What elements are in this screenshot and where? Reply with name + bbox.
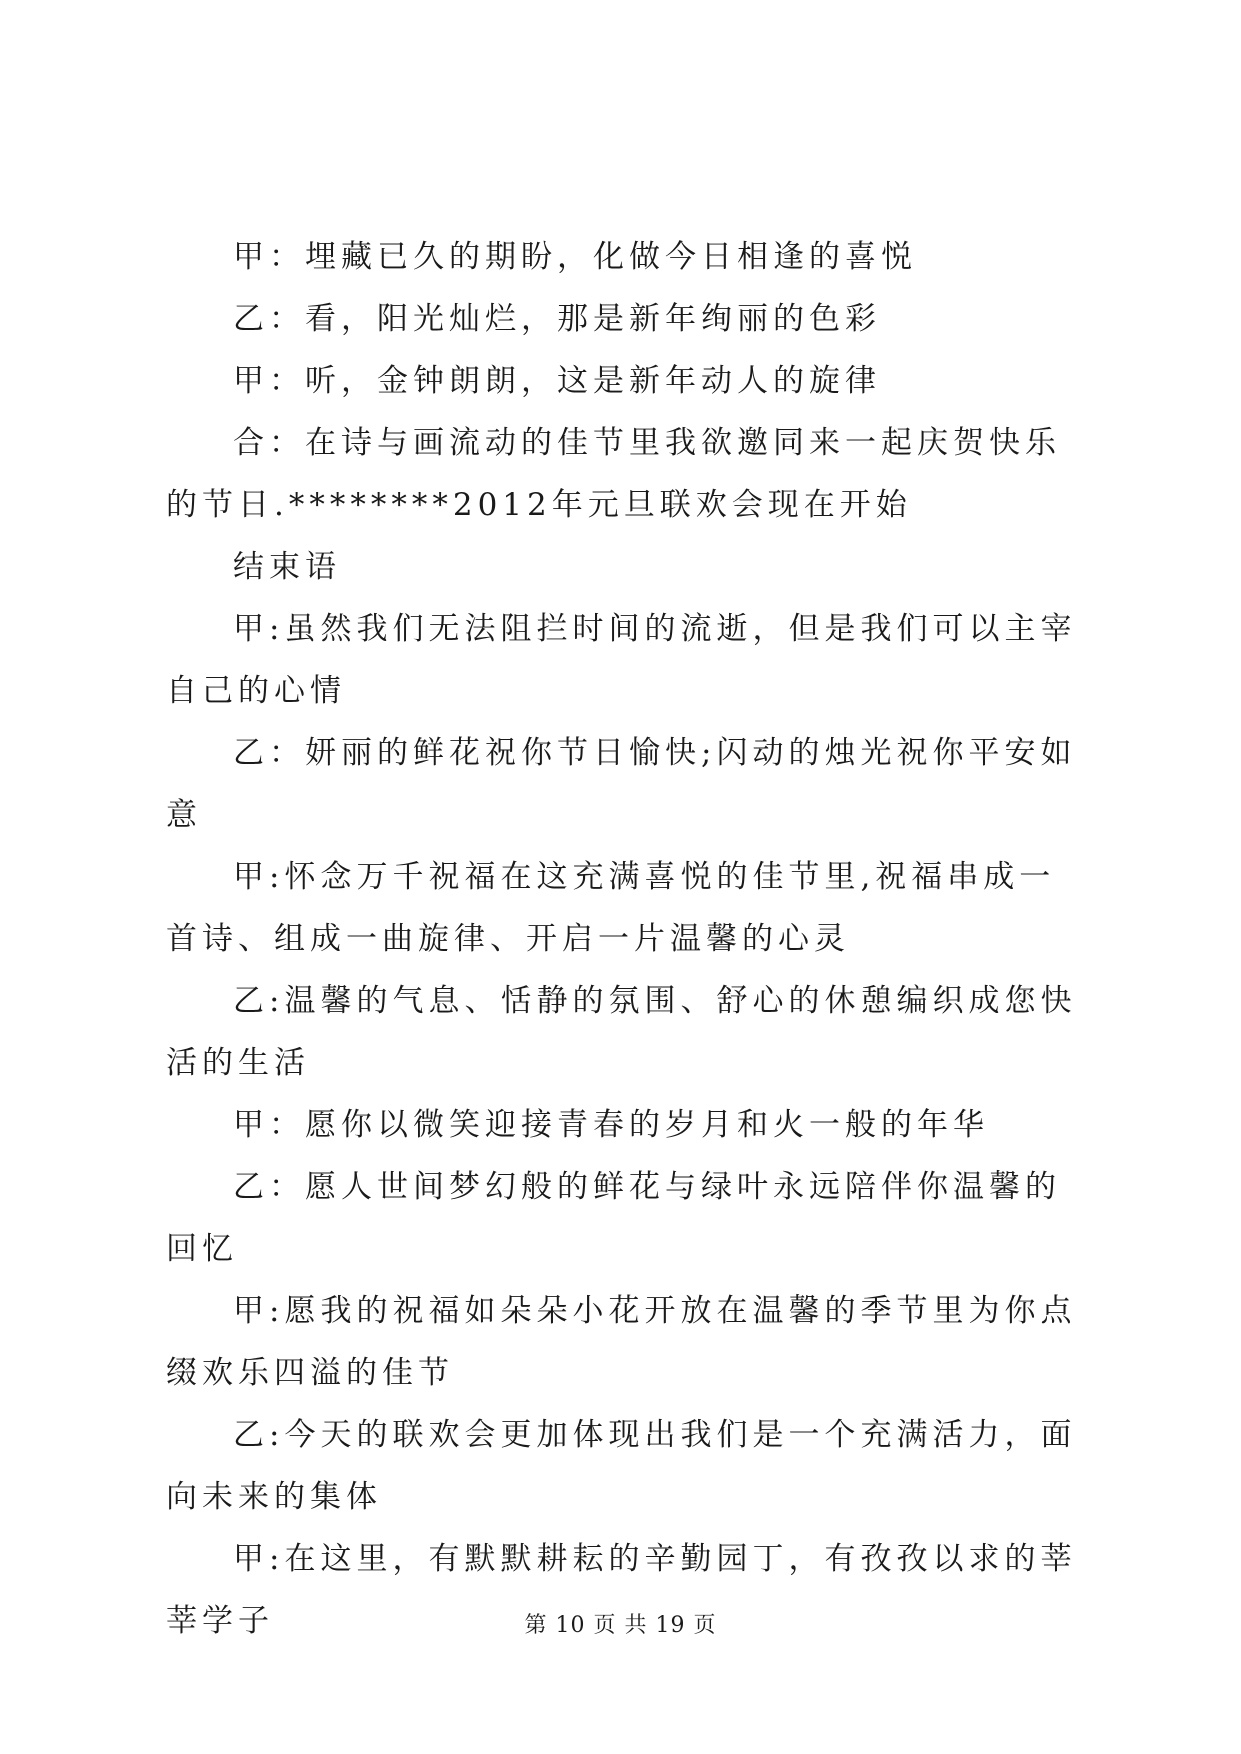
paragraph: 甲:在这里，有默默耕耘的辛勤园丁，有孜孜以求的莘莘学子 — [166, 1541, 1077, 1639]
paragraph: 甲：听，金钟朗朗，这是新年动人的旋律 — [233, 363, 881, 399]
paragraph: 甲:愿我的祝福如朵朵小花开放在温馨的季节里为你点缀欢乐四溢的佳节 — [166, 1293, 1077, 1391]
paragraph: 乙：看，阳光灿烂，那是新年绚丽的色彩 — [233, 301, 881, 337]
document-body — [166, 226, 1077, 1652]
paragraph: 甲：愿你以微笑迎接青春的岁月和火一般的年华 — [233, 1107, 989, 1143]
paragraph: 甲：埋藏已久的期盼，化做今日相逢的喜悦 — [233, 239, 917, 275]
paragraph: 乙：妍丽的鲜花祝你节日愉快;闪动的烛光祝你平安如意 — [166, 735, 1077, 833]
paragraph: 甲:虽然我们无法阻拦时间的流逝，但是我们可以主宰自己的心情 — [166, 611, 1077, 709]
paragraph: 乙:温馨的气息、恬静的氛围、舒心的休憩编织成您快活的生活 — [166, 983, 1077, 1081]
paragraph: 甲:怀念万千祝福在这充满喜悦的佳节里,祝福串成一首诗、组成一曲旋律、开启一片温馨的心灵 — [166, 859, 1056, 957]
paragraph: 乙：愿人世间梦幻般的鲜花与绿叶永远陪伴你温馨的回忆 — [166, 1169, 1061, 1267]
page-footer: 第 10 页 共 19 页 — [524, 1613, 717, 1638]
section-heading: 结束语 — [233, 549, 341, 585]
paragraph: 乙:今天的联欢会更加体现出我们是一个充满活力，面向未来的集体 — [166, 1417, 1077, 1515]
paragraph: 合：在诗与画流动的佳节里我欲邀同来一起庆贺快乐的节日.********2012年元旦联欢会现在开始 — [166, 425, 1061, 523]
